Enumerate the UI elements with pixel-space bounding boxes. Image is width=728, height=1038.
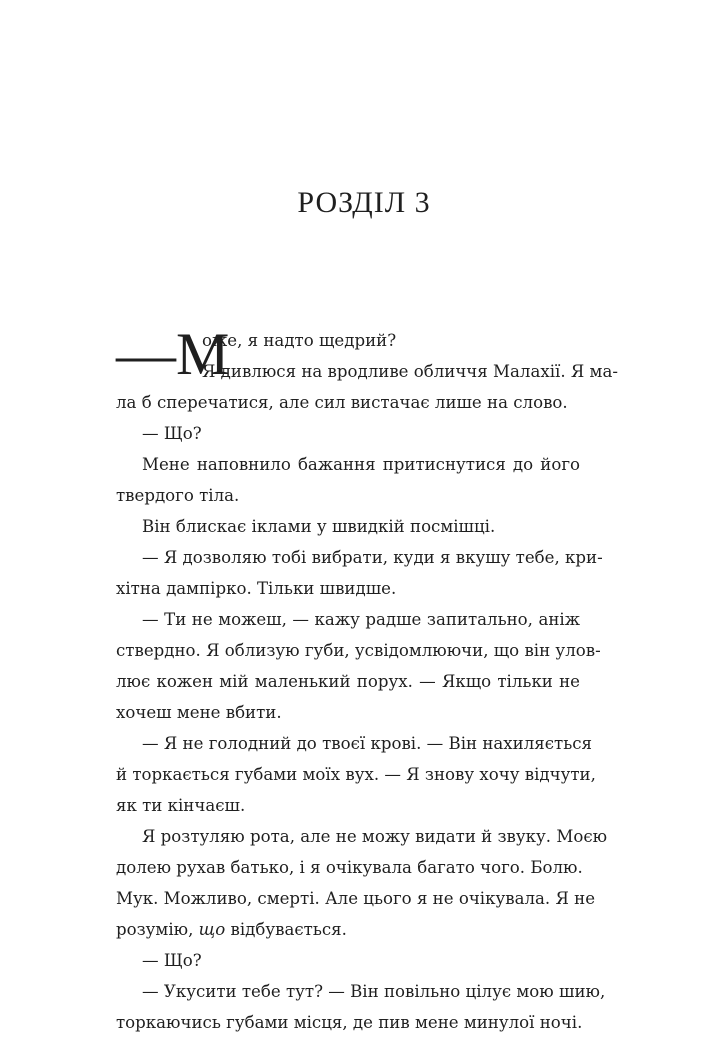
text-line: — Я не голодний до твоєї крові. — Він нахиляється <box>142 734 592 753</box>
text-line: — Я дозволяю тобі вибрати, куди я вкушу тебе, кри- <box>142 548 603 567</box>
text-line: Я дивлюся на вродливе обличчя Малахії. Я ма- <box>202 362 618 381</box>
text-line: як ти кінчаєш. <box>116 796 246 815</box>
text-line: — Укусити тебе тут? — Він повільно цілує мою шию, <box>142 982 606 1001</box>
text-line: Він блискає іклами у швидкій посмішці. <box>142 517 496 536</box>
text-line: торкаючись губами місця, де пив мене минулої ночі. <box>116 1013 583 1032</box>
chapter-title: РОЗДІЛ 3 <box>297 186 431 219</box>
text-line: твердого тіла. <box>116 486 240 505</box>
text-line: й торкається губами моїх вух. — Я знову хочу відчути, <box>116 765 596 784</box>
text-line: хочеш мене вбити. <box>116 703 282 722</box>
text-line: — Що? <box>142 951 202 970</box>
drop-cap: —М <box>116 321 230 387</box>
text-line: долею рухав батько, і я очікувала багато чого. Болю. <box>116 858 583 877</box>
text-line: лює кожен мій маленький порух. — Якщо тільки не <box>116 672 580 691</box>
text-line: розумію, що відбувається. <box>116 920 347 939</box>
text-line: — Ти не можеш, — кажу радше запитально, аніж <box>142 610 580 629</box>
text-line: Я розтуляю рота, але не можу видати й звуку. Моєю <box>142 827 608 846</box>
text-line: Мене наповнило бажання притиснутися до його <box>142 455 580 474</box>
text-line: — Що? <box>142 424 202 443</box>
text-line: Мук. Можливо, смерті. Але цього я не очікувала. Я не <box>116 889 596 908</box>
text-line: оже, я надто щедрий? <box>202 331 397 350</box>
text-line: хітна дампірко. Тільки швидше. <box>116 579 397 598</box>
body-text <box>116 325 618 1038</box>
text-line: ла б сперечатися, але сил вистачає лише на слово. <box>116 393 568 412</box>
text-line: ствердно. Я облизую губи, усвідомлюючи, що він улов- <box>116 641 601 660</box>
